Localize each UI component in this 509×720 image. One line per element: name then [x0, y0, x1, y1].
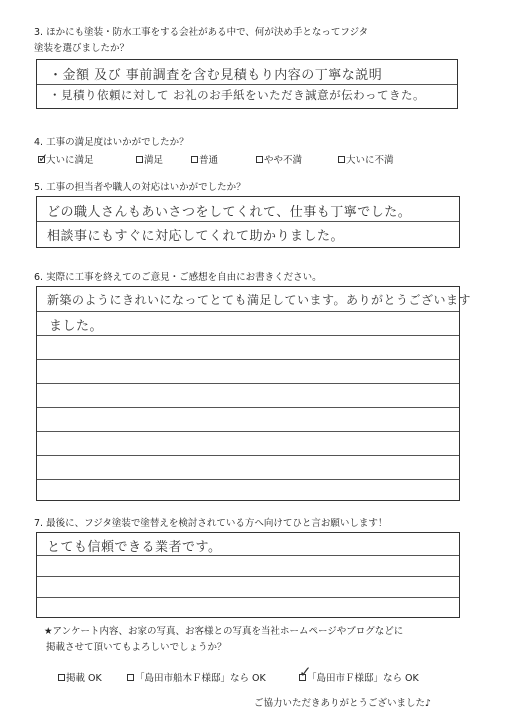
q4-option-very-satisfied[interactable]	[38, 152, 94, 166]
q3-question-line2: 塗装を選びましたか？	[34, 43, 130, 54]
q5-answer-line1: どの職人さんもあいさつをしてくれて、仕事も丁寧でした。	[47, 205, 412, 220]
q4-question: 4. 工事の満足度はいかがでしたか？	[34, 137, 189, 148]
thanks-message: ご協力いただきありがとうございました♪	[254, 698, 432, 709]
q3-answer-rule	[37, 84, 457, 85]
q3-answer-line1: ・金額 及び 事前調査を含む見積もり内容の丁寧な説明	[49, 68, 383, 83]
checkbox[interactable]	[58, 674, 65, 681]
q6-answer-box	[36, 286, 472, 501]
q3-answer-box	[36, 59, 458, 109]
consent-line1: ★アンケート内容、お家の写真、お客様との写真を当社ホームページやブログなどに	[44, 626, 404, 637]
check-mark-icon: ✓	[299, 662, 312, 681]
checkbox[interactable]	[256, 156, 263, 163]
q6-answer-rule	[37, 311, 459, 312]
q7-answer-rule	[37, 576, 459, 577]
q6-question: 6. 実際に工事を終えてのご意見・ご感想を自由にお書きください。	[34, 272, 322, 283]
q4-option-satisfied[interactable]	[136, 152, 163, 166]
q3-answer-line2: ・見積り依頼に対して お礼のお手紙をいただき誠意が伝わってきた。	[49, 88, 426, 102]
q4-option-very-dissatisfied[interactable]	[338, 152, 394, 166]
q7-answer-rule	[37, 597, 459, 598]
q6-answer-rule	[37, 431, 459, 432]
q7-answer-box	[36, 532, 460, 618]
q6-answer-rule	[37, 383, 459, 384]
q6-answer-rule	[37, 407, 459, 408]
checkbox[interactable]	[191, 156, 198, 163]
q4-option-slightly-dissatisfied[interactable]	[256, 152, 302, 166]
q4-option-label: 大いに不満	[346, 155, 394, 166]
q6-answer-rule	[37, 455, 459, 456]
consent-option-label: 「島田市Ｆ様邸」なら OK	[307, 673, 419, 684]
q5-answer-line2: 相談事にもすぐに対応してくれて助かりました。	[47, 229, 345, 244]
q6-answer-line1: 新築のようにきれいになってとても満足しています。ありがとうございます	[47, 293, 472, 307]
consent-option-ok[interactable]	[58, 670, 102, 684]
consent-option-label: 掲載 OK	[66, 673, 102, 684]
consent-line2: 掲載させて頂いてもよろしいでしょうか？	[46, 642, 227, 653]
checkbox-checked[interactable]	[38, 150, 49, 165]
consent-option-initial[interactable]	[299, 662, 419, 684]
q7-answer-line1: とても信頼できる業者です。	[47, 540, 222, 555]
checkbox[interactable]	[127, 674, 134, 681]
q7-answer-rule	[37, 555, 459, 556]
q4-option-normal[interactable]	[191, 152, 218, 166]
checkbox-checked[interactable]	[299, 662, 312, 681]
checkbox[interactable]	[338, 156, 345, 163]
q3-question-line1: 3. ほかにも塗装・防水工事をする会社がある中で、何が決め手となってフジタ	[34, 27, 369, 38]
consent-option-label: 「島田市船木Ｆ様邸」なら OK	[135, 673, 266, 684]
q7-question: 7. 最後に、フジタ塗装で塗替えを検討されている方へ向けてひと言お願いします！	[34, 518, 388, 529]
q4-option-label: やや不満	[264, 155, 303, 166]
check-mark-icon: ✓	[38, 150, 49, 165]
q4-option-label: 満足	[144, 155, 164, 166]
q5-answer-rule	[37, 221, 459, 222]
consent-option-full-name[interactable]	[127, 670, 266, 684]
q6-answer-rule	[37, 479, 459, 480]
checkbox[interactable]	[136, 156, 143, 163]
q5-question: 5. 工事の担当者や職人の対応はいかがでしたか？	[34, 182, 246, 193]
q6-answer-rule	[37, 359, 459, 360]
q5-answer-box	[36, 196, 460, 248]
q4-option-label: 普通	[199, 155, 219, 166]
q6-answer-line2: ました。	[49, 319, 104, 334]
q6-answer-rule	[37, 335, 459, 336]
q4-option-label: 大いに満足	[46, 155, 94, 166]
